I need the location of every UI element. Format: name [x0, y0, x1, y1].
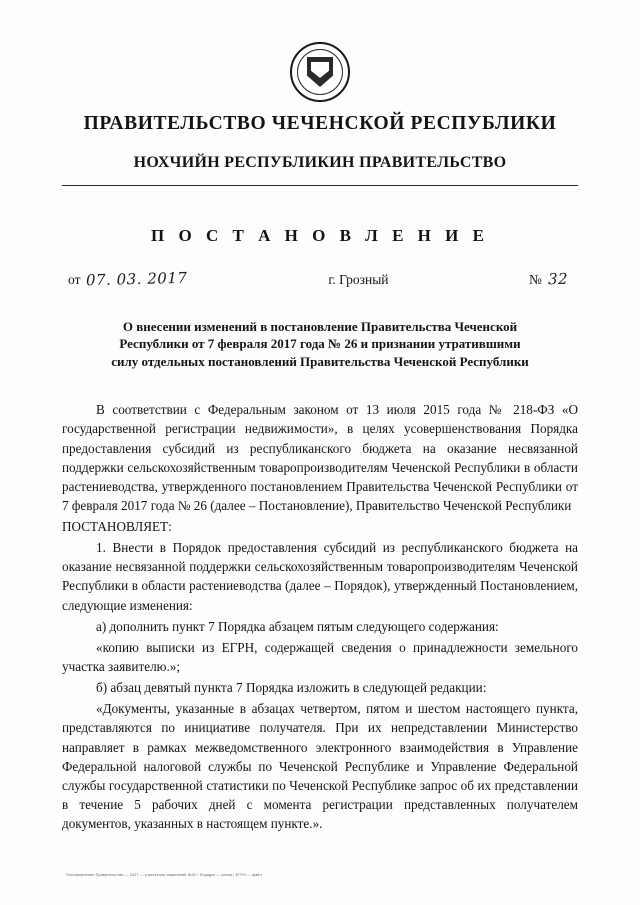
city-label: г. Грозный — [328, 271, 389, 287]
emblem-shield-icon — [307, 57, 333, 87]
header-divider — [62, 185, 578, 186]
paragraph-item-b: б) абзац девятый пункта 7 Порядка изложить в следующей редакции: — [96, 680, 487, 696]
paragraph-item-1: 1. Внести в Порядок предоставления субсидий из республиканского бюджета на оказание несвязанной поддержки сельскохозяйственным товаропроизводителям Чеченской Республики в области растениеводства (далее – Порядок), утвержденный Постановлением, следующие изменения: — [62, 540, 578, 613]
number-group — [529, 270, 568, 288]
government-title-russian: ПРАВИТЕЛЬСТВО ЧЕЧЕНСКОЙ РЕСПУБЛИКИ — [83, 113, 557, 134]
number-label: № — [529, 271, 542, 287]
paragraph-item-a: а) дополнить пункт 7 Порядка абзацем пятым следующего содержания: — [96, 618, 499, 634]
footer-micro-note: Постановление Правительства — 2017 — о внесении изменений №32 / Порядок — копия / ЕГРН — файл — [66, 873, 262, 877]
date-group — [68, 270, 188, 288]
date-value: 07. 03. 2017 — [86, 268, 189, 289]
paragraph-resolves: ПОСТАНОВЛЯЕТ: — [62, 519, 172, 535]
document-subject: О внесении изменений в постановление Правительства Чеченской Республики от 7 февраля 2017 года № 26 и признании утратившими силу отдельных постановлений Правительства Чеченской Республики — [111, 318, 529, 369]
government-title-chechen: НОХЧИЙН РЕСПУБЛИКИН ПРАВИТЕЛЬСТВО — [133, 154, 507, 172]
paragraph-quote-b: «Документы, указанные в абзацах четвертом, пятом и шестом настоящего пункта, представляются по инициативе получателя. При их непредставлении Министерство направляет в рамках межведомственного электронного взаимодействия в Управление Федеральной налоговой службы по Чеченской Республике и Управление Федеральной службы государственной статистики по Чеченской Республике запрос об их представлении в течение 5 рабочих дней с момента регистрации представленных получателем документов, указанных в настоящем пункте.». — [62, 701, 578, 832]
document-meta-row — [62, 270, 578, 288]
emblem-circle — [290, 42, 350, 102]
paragraph-intro: В соответствии с Федеральным законом от 13 июля 2015 года № 218-ФЗ «О государственной регистрации недвижимости», в целях усовершенствования Порядка предоставления субсидий из республиканского бюджета на оказание несвязанной поддержки сельскохозяйственным товаропроизводителям Чеченской Республики в области растениеводства, утвержденного постановлением Правительства Чеченской Республики от 7 февраля 2017 года № 26 (далее – Постановление), Правительство Чеченской Республики — [62, 402, 578, 513]
document-body — [62, 400, 578, 833]
date-label: от — [68, 271, 81, 287]
number-value: 32 — [547, 269, 569, 288]
document-type-heading: П О С Т А Н О В Л Е Н И Е — [151, 225, 489, 245]
paragraph-quote-a: «копию выписки из ЕГРН, содержащей сведения о принадлежности земельного участка заявителю.»; — [62, 639, 578, 675]
coat-of-arms-emblem — [62, 42, 578, 102]
